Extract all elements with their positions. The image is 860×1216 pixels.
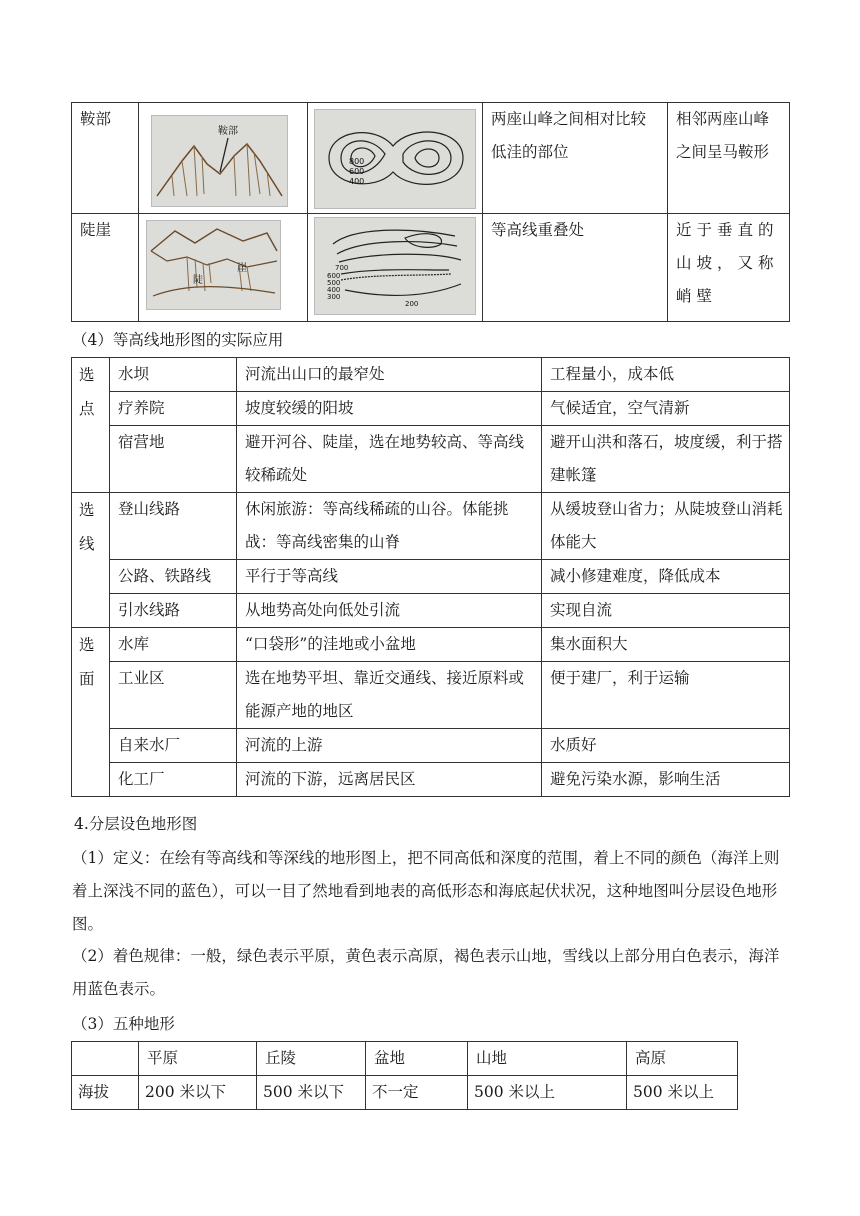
table-header-cell <box>72 1042 139 1076</box>
app-reason: 集水面积大 <box>542 628 790 662</box>
table-row <box>72 560 790 594</box>
terrain-table <box>71 1041 738 1110</box>
section-heading: （4）等高线地形图的实际应用 <box>72 331 284 349</box>
row-label: 海拔 <box>72 1076 139 1110</box>
app-reason: 气候适宜，空气清新 <box>542 392 790 426</box>
landform-feature: 两座山峰之间相对比较低洼的部位 <box>483 103 668 214</box>
app-item: 水库 <box>110 628 237 662</box>
elevation-value: 500 米以上 <box>468 1076 627 1110</box>
table-row <box>72 392 790 426</box>
app-reason: 便于建厂，利于运输 <box>542 662 790 729</box>
app-location: 河流的下游，远离居民区 <box>237 763 542 797</box>
table-row <box>72 729 790 763</box>
table-header-cell: 盆地 <box>366 1042 468 1076</box>
app-location: 避开河谷、陡崖，选在地势较高、等高线较稀疏处 <box>237 426 542 493</box>
app-item: 疗养院 <box>110 392 237 426</box>
saddle-contour-image <box>314 109 476 209</box>
landform-note: 相邻两座山峰之间呈马鞍形 <box>668 103 790 214</box>
app-item: 化工厂 <box>110 763 237 797</box>
landform-name: 陡崖 <box>72 214 139 322</box>
app-location: 河流出山口的最窄处 <box>237 358 542 392</box>
elevation-value: 200 米以下 <box>139 1076 257 1110</box>
app-item: 登山线路 <box>110 493 237 560</box>
app-item: 自来水厂 <box>110 729 237 763</box>
landform-contour-cell <box>308 103 483 214</box>
contour-label: 800 <box>349 157 365 166</box>
landform-contour-cell <box>308 214 483 322</box>
table-row <box>72 214 790 322</box>
contour-label: 600 <box>327 272 341 280</box>
contour-label: 400 <box>327 286 341 294</box>
table-header-cell: 山地 <box>468 1042 627 1076</box>
contour-label: 500 <box>327 279 341 287</box>
table-row <box>72 358 790 392</box>
landform-feature: 等高线重叠处 <box>483 214 668 322</box>
coloring-paragraph: （2）着色规律：一般，绿色表示平原，黄色表示高原，褐色表示山地，雪线以上部分用白色表示，海洋用蓝色表示。 <box>72 947 780 998</box>
table-row <box>72 103 790 214</box>
contour-label: 700 <box>335 264 349 272</box>
contour-label: 200 <box>405 300 419 308</box>
table-row <box>72 493 790 560</box>
saddle-label: 鞍部 <box>218 126 238 137</box>
app-reason: 减小修建难度，降低成本 <box>542 560 790 594</box>
table-row <box>72 628 790 662</box>
app-reason: 避免污染水源，影响生活 <box>542 763 790 797</box>
table-header-cell: 高原 <box>627 1042 738 1076</box>
app-location: 选在地势平坦、靠近交通线、接近原料或能源产地的地区 <box>237 662 542 729</box>
elevation-value: 500 米以下 <box>257 1076 366 1110</box>
app-location: 休闲旅游：等高线稀疏的山谷。体能挑战：等高线密集的山脊 <box>237 493 542 560</box>
elevation-value: 不一定 <box>366 1076 468 1110</box>
landform-note: 近于垂直的山坡，又称峭壁 <box>668 214 790 322</box>
app-item: 工业区 <box>110 662 237 729</box>
section-title: 4.分层设色地形图 <box>74 815 198 833</box>
table-row <box>72 1042 738 1076</box>
cliff-label: 陡 <box>193 275 203 286</box>
app-reason: 避开山洪和落石，坡度缓，利于搭建帐篷 <box>542 426 790 493</box>
group-label: 选点 <box>72 358 110 493</box>
definition-paragraph: （1）定义：在绘有等高线和等深线的地形图上，把不同高低和深度的范围，着上不同的颜色（海洋上则着上深浅不同的蓝色），可以一目了然地看到地表的高低形态和海底起伏状况，这种地图叫分层设色地形图。 <box>72 849 780 933</box>
landform-sketch-cell <box>139 103 308 214</box>
table-row <box>72 763 790 797</box>
group-label: 选线 <box>72 493 110 628</box>
table-row <box>72 426 790 493</box>
cliff-label: 崖 <box>237 263 247 274</box>
table-header-cell: 丘陵 <box>257 1042 366 1076</box>
saddle-sketch-image <box>151 115 288 207</box>
landform-sketch-cell <box>139 214 308 322</box>
five-terrains-heading: （3）五种地形 <box>72 1015 175 1033</box>
elevation-value: 500 米以上 <box>627 1076 738 1110</box>
app-item: 宿营地 <box>110 426 237 493</box>
app-item: 公路、铁路线 <box>110 560 237 594</box>
landform-table <box>71 102 790 322</box>
group-label: 选面 <box>72 628 110 797</box>
app-reason: 实现自流 <box>542 594 790 628</box>
app-item: 引水线路 <box>110 594 237 628</box>
landform-name: 鞍部 <box>72 103 139 214</box>
table-row <box>72 594 790 628</box>
app-reason: 从缓坡登山省力；从陡坡登山消耗体能大 <box>542 493 790 560</box>
contour-label: 600 <box>349 167 365 176</box>
table-row <box>72 662 790 729</box>
app-location: 从地势高处向低处引流 <box>237 594 542 628</box>
app-location: 平行于等高线 <box>237 560 542 594</box>
app-location: 坡度较缓的阳坡 <box>237 392 542 426</box>
app-reason: 工程量小，成本低 <box>542 358 790 392</box>
table-header-cell: 平原 <box>139 1042 257 1076</box>
cliff-sketch-image <box>146 220 281 310</box>
app-location: 河流的上游 <box>237 729 542 763</box>
contour-label: 400 <box>349 177 365 186</box>
application-table <box>71 357 790 797</box>
app-item: 水坝 <box>110 358 237 392</box>
app-reason: 水质好 <box>542 729 790 763</box>
app-location: “口袋形”的洼地或小盆地 <box>237 628 542 662</box>
contour-label: 300 <box>327 293 341 301</box>
cliff-contour-image <box>314 217 476 315</box>
table-row <box>72 1076 738 1110</box>
